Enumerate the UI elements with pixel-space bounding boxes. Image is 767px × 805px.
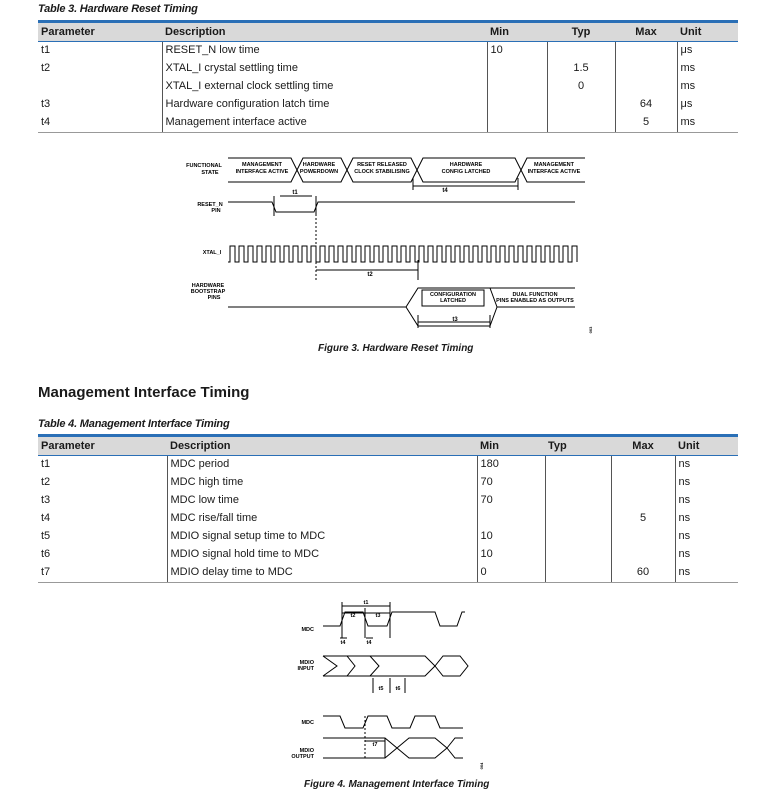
header-parameter: Parameter bbox=[38, 22, 162, 42]
state-mgmt-2: MANAGEMENT bbox=[533, 162, 575, 168]
cell-unit: μs bbox=[677, 42, 738, 61]
t3-label: t3 bbox=[375, 613, 381, 619]
cell-description: MDC rise/fall time bbox=[167, 510, 477, 528]
table-row bbox=[38, 510, 738, 528]
table-row bbox=[38, 546, 738, 564]
cell-max bbox=[611, 474, 675, 492]
state-mgmt-1b: INTERFACE ACTIVE bbox=[235, 169, 289, 175]
cell-parameter: t3 bbox=[41, 494, 51, 506]
table-header-row bbox=[38, 436, 738, 456]
state-hw-cfg-b: CONFIG LATCHED bbox=[441, 169, 491, 175]
management-interface-timing-diagram bbox=[285, 598, 495, 776]
cell-unit: ms bbox=[677, 114, 738, 133]
figure3-id: 003 bbox=[588, 326, 593, 334]
cell-max: 64 bbox=[615, 96, 677, 114]
cell-description: XTAL_I external clock settling time bbox=[162, 78, 487, 96]
table-row bbox=[38, 492, 738, 510]
cell-typ: 1.5 bbox=[547, 60, 615, 78]
cell-parameter bbox=[38, 78, 162, 96]
cell-min bbox=[477, 510, 545, 528]
mdc-label-top: MDC bbox=[301, 627, 314, 633]
t2-label: t2 bbox=[350, 613, 356, 619]
cell-description: XTAL_I crystal settling time bbox=[162, 60, 487, 78]
cell-min: 70 bbox=[477, 474, 545, 492]
cell-description: Hardware configuration latch time bbox=[162, 96, 487, 114]
header-description: Description bbox=[167, 436, 477, 456]
hardware-reset-timing-table bbox=[38, 20, 738, 133]
cell-max: 5 bbox=[611, 510, 675, 528]
bootstrap-label-2: BOOTSTRAP bbox=[190, 289, 226, 295]
table-row bbox=[38, 528, 738, 546]
cell-min: 0 bbox=[477, 564, 545, 583]
header-min: Min bbox=[487, 22, 547, 42]
cell-parameter: t1 bbox=[41, 44, 51, 56]
cell-max bbox=[611, 528, 675, 546]
mdio-output-label: MDIO bbox=[299, 748, 314, 754]
t4-label-b: t4 bbox=[366, 640, 372, 646]
cell-description: MDC low time bbox=[167, 492, 477, 510]
t4-label: t4 bbox=[442, 188, 448, 194]
cell-unit: ns bbox=[675, 510, 738, 528]
cell-description: RESET_N low time bbox=[162, 42, 487, 61]
hardware-reset-timing-diagram bbox=[170, 150, 600, 340]
cell-parameter: t2 bbox=[41, 476, 51, 488]
cell-max bbox=[615, 78, 677, 96]
cell-parameter: t6 bbox=[41, 548, 51, 560]
header-unit: Unit bbox=[677, 22, 738, 42]
cell-unit: ns bbox=[675, 528, 738, 546]
cell-min bbox=[487, 60, 547, 78]
table-row bbox=[38, 114, 738, 133]
cell-max: 60 bbox=[611, 564, 675, 583]
state-hw-pd-b: POWERDOWN bbox=[299, 169, 339, 175]
state-hw-cfg: HARDWARE bbox=[449, 162, 483, 168]
cell-min: 10 bbox=[487, 42, 547, 61]
table-row bbox=[38, 564, 738, 583]
cell-unit: ns bbox=[675, 546, 738, 564]
cell-typ bbox=[545, 492, 611, 510]
functional-state-label-2: STATE bbox=[201, 170, 219, 176]
cell-parameter: t4 bbox=[38, 114, 162, 133]
header-max: Max bbox=[615, 22, 677, 42]
t7-label: t7 bbox=[372, 742, 378, 748]
bootstrap-label: HARDWARE bbox=[191, 283, 225, 289]
cell-unit: ms bbox=[677, 78, 738, 96]
cell-typ: 0 bbox=[547, 78, 615, 96]
config-latched-label: CONFIGURATION bbox=[429, 292, 477, 298]
cell-parameter: t5 bbox=[41, 530, 51, 542]
cell-typ bbox=[547, 114, 615, 133]
t1-label: t1 bbox=[363, 600, 369, 606]
t5-label: t5 bbox=[378, 686, 384, 692]
cell-typ bbox=[545, 474, 611, 492]
header-min: Min bbox=[477, 436, 545, 456]
cell-typ bbox=[545, 546, 611, 564]
state-reset-rel: RESET RELEASED bbox=[357, 162, 407, 168]
mdio-input-label: MDIO bbox=[299, 660, 314, 666]
cell-parameter: t1 bbox=[41, 458, 51, 470]
table-row bbox=[38, 60, 738, 78]
reset-n-label-2: PIN bbox=[211, 208, 221, 214]
cell-description: MDIO signal setup time to MDC bbox=[167, 528, 477, 546]
figure4-id: 004 bbox=[479, 762, 484, 770]
state-hw-pd: HARDWARE bbox=[302, 162, 336, 168]
mdio-output-label-2: OUTPUT bbox=[291, 754, 314, 760]
cell-typ bbox=[545, 510, 611, 528]
section-title: Management Interface Timing bbox=[38, 384, 250, 401]
cell-description: MDIO delay time to MDC bbox=[167, 564, 477, 583]
cell-max bbox=[611, 456, 675, 475]
cell-unit: ms bbox=[677, 60, 738, 78]
mdio-input-label-2: INPUT bbox=[297, 666, 314, 672]
cell-unit: ns bbox=[675, 456, 738, 475]
cell-typ bbox=[545, 528, 611, 546]
t1-label: t1 bbox=[292, 190, 298, 196]
cell-unit: ns bbox=[675, 492, 738, 510]
cell-max: 5 bbox=[615, 114, 677, 133]
reset-n-label: RESET_N bbox=[197, 202, 223, 208]
cell-parameter: t4 bbox=[41, 512, 51, 524]
dual-function-label-2: PINS ENABLED AS OUTPUTS bbox=[496, 298, 574, 304]
config-latched-label-2: LATCHED bbox=[440, 298, 466, 304]
header-typ: Typ bbox=[545, 436, 611, 456]
cell-parameter: t7 bbox=[38, 564, 167, 583]
cell-description: MDC high time bbox=[167, 474, 477, 492]
header-parameter: Parameter bbox=[38, 436, 167, 456]
table-row bbox=[38, 474, 738, 492]
table4-caption: Table 4. Management Interface Timing bbox=[38, 418, 230, 430]
cell-min: 10 bbox=[477, 528, 545, 546]
cell-typ bbox=[547, 96, 615, 114]
cell-unit: ns bbox=[675, 564, 738, 583]
table-row bbox=[38, 456, 738, 475]
header-typ: Typ bbox=[547, 22, 615, 42]
t3-label: t3 bbox=[452, 317, 458, 323]
dual-function-label: DUAL FUNCTION bbox=[512, 292, 558, 298]
cell-typ bbox=[545, 564, 611, 583]
cell-min: 70 bbox=[477, 492, 545, 510]
cell-parameter: t2 bbox=[41, 62, 51, 74]
header-unit: Unit bbox=[675, 436, 738, 456]
header-description: Description bbox=[162, 22, 487, 42]
functional-state-label: FUNCTIONAL bbox=[186, 163, 222, 169]
state-reset-rel-b: CLOCK STABILISING bbox=[354, 169, 410, 175]
cell-typ bbox=[547, 42, 615, 61]
state-mgmt-1: MANAGEMENT bbox=[241, 162, 283, 168]
table-row bbox=[38, 96, 738, 114]
cell-max bbox=[611, 546, 675, 564]
state-mgmt-2b: INTERFACE ACTIVE bbox=[527, 169, 581, 175]
cell-description: MDIO signal hold time to MDC bbox=[167, 546, 477, 564]
header-max: Max bbox=[611, 436, 675, 456]
bootstrap-label-3: PINS bbox=[207, 295, 221, 301]
t4-label-a: t4 bbox=[340, 640, 346, 646]
cell-typ bbox=[545, 456, 611, 475]
table-header-row bbox=[38, 22, 738, 42]
cell-min bbox=[487, 114, 547, 133]
xtal-label: XTAL_I bbox=[202, 250, 222, 256]
t6-label: t6 bbox=[395, 686, 401, 692]
table3-caption: Table 3. Hardware Reset Timing bbox=[38, 3, 198, 15]
cell-description: Management interface active bbox=[162, 114, 487, 133]
cell-max bbox=[615, 60, 677, 78]
cell-unit: ns bbox=[675, 474, 738, 492]
t2-label: t2 bbox=[367, 272, 373, 278]
figure4-caption: Figure 4. Management Interface Timing bbox=[304, 779, 490, 790]
cell-description: MDC period bbox=[167, 456, 477, 475]
cell-min bbox=[487, 96, 547, 114]
cell-min: 180 bbox=[477, 456, 545, 475]
cell-min: 10 bbox=[477, 546, 545, 564]
cell-parameter: t3 bbox=[41, 98, 51, 110]
cell-max bbox=[615, 42, 677, 61]
table-row bbox=[38, 78, 738, 96]
mdc-label-bottom: MDC bbox=[301, 720, 314, 726]
management-interface-timing-table bbox=[38, 434, 738, 583]
cell-min bbox=[487, 78, 547, 96]
table-row bbox=[38, 42, 738, 61]
cell-max bbox=[611, 492, 675, 510]
figure3-caption: Figure 3. Hardware Reset Timing bbox=[318, 343, 474, 354]
cell-unit: μs bbox=[677, 96, 738, 114]
